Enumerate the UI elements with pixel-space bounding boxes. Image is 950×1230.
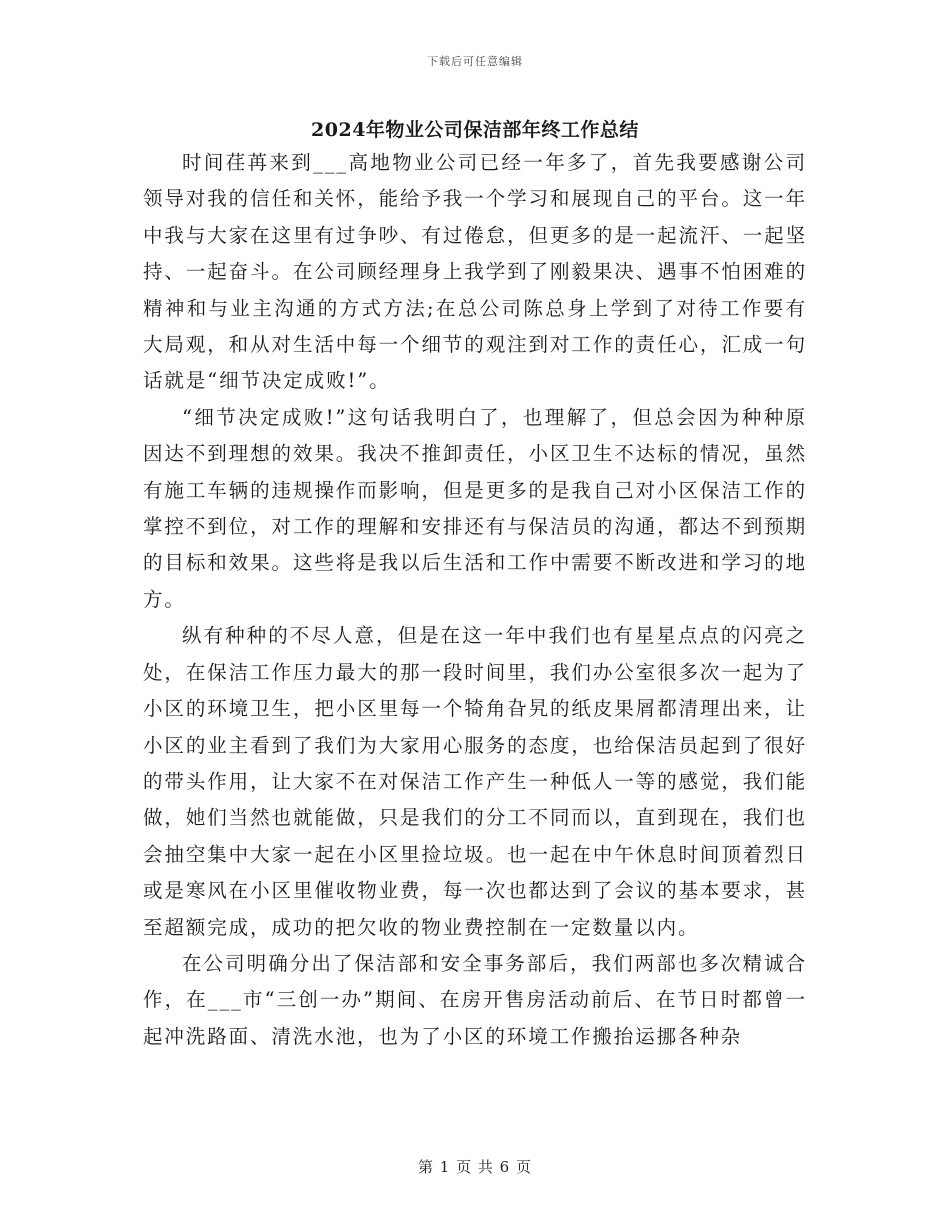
page-number: 第 1 页 共 6 页 — [418, 1158, 532, 1176]
paragraph: 纵有种种的不尽人意，但是在这一年中我们也有星星点点的闪亮之处，在保洁工作压力最大的那一段时间里，我们办公室很多次一起为了小区的环境卫生，把小区里每一个犄角旮旯的纸皮果屑都清理出来，让小区的业主看到了我们为大家用心服务的态度，也给保洁员起到了很好的带头作用，让大家不在对保洁工作产生一种低人一等的感觉，我们能做，她们当然也就能做，只是我们的分工不同而以，直到现在，我们也会抽空集中大家一起在小区里捡垃圾。也一起在中午休息时间顶着烈日或是寒风在小区里催收物业费，每一次也都达到了会议的基本要求，甚至超额完成，成功的把欠收的物业费控制在一定数量以内。 — [143, 624, 807, 939]
document-body — [143, 145, 807, 1055]
page-header-note: 下载后可任意编辑 — [427, 55, 523, 68]
document-title: 2024年物业公司保洁部年终工作总结 — [311, 119, 639, 141]
paragraph: 时间荏苒来到___高地物业公司已经一年多了，首先我要感谢公司领导对我的信任和关怀，能给予我一个学习和展现自己的平台。这一年中我与大家在这里有过争吵、有过倦怠，但更多的是一起流汗、一起坚持、一起奋斗。在公司顾经理身上我学到了刚毅果决、遇事不怕困难的精神和与业主沟通的方式方法;在总公司陈总身上学到了对待工作要有大局观，和从对生活中每一个细节的观注到对工作的责任心，汇成一句话就是“细节决定成败!”。 — [143, 151, 807, 393]
paragraph: “细节决定成败!”这句话我明白了，也理解了，但总会因为种种原因达不到理想的效果。我决不推卸责任，小区卫生不达标的情况，虽然有施工车辆的违规操作而影响，但是更多的是我自己对小区保洁工作的掌控不到位，对工作的理解和安排还有与保洁员的沟通，都达不到预期的目标和效果。这些将是我以后生活和工作中需要不断改进和学习的地方。 — [143, 405, 807, 611]
paragraph: 在公司明确分出了保洁部和安全事务部后，我们两部也多次精诚合作，在___市“三创一办”期间、在房开售房活动前后、在节日时都曾一起冲洗路面、清洗水池，也为了小区的环境工作搬抬运挪各种杂 — [143, 951, 807, 1048]
